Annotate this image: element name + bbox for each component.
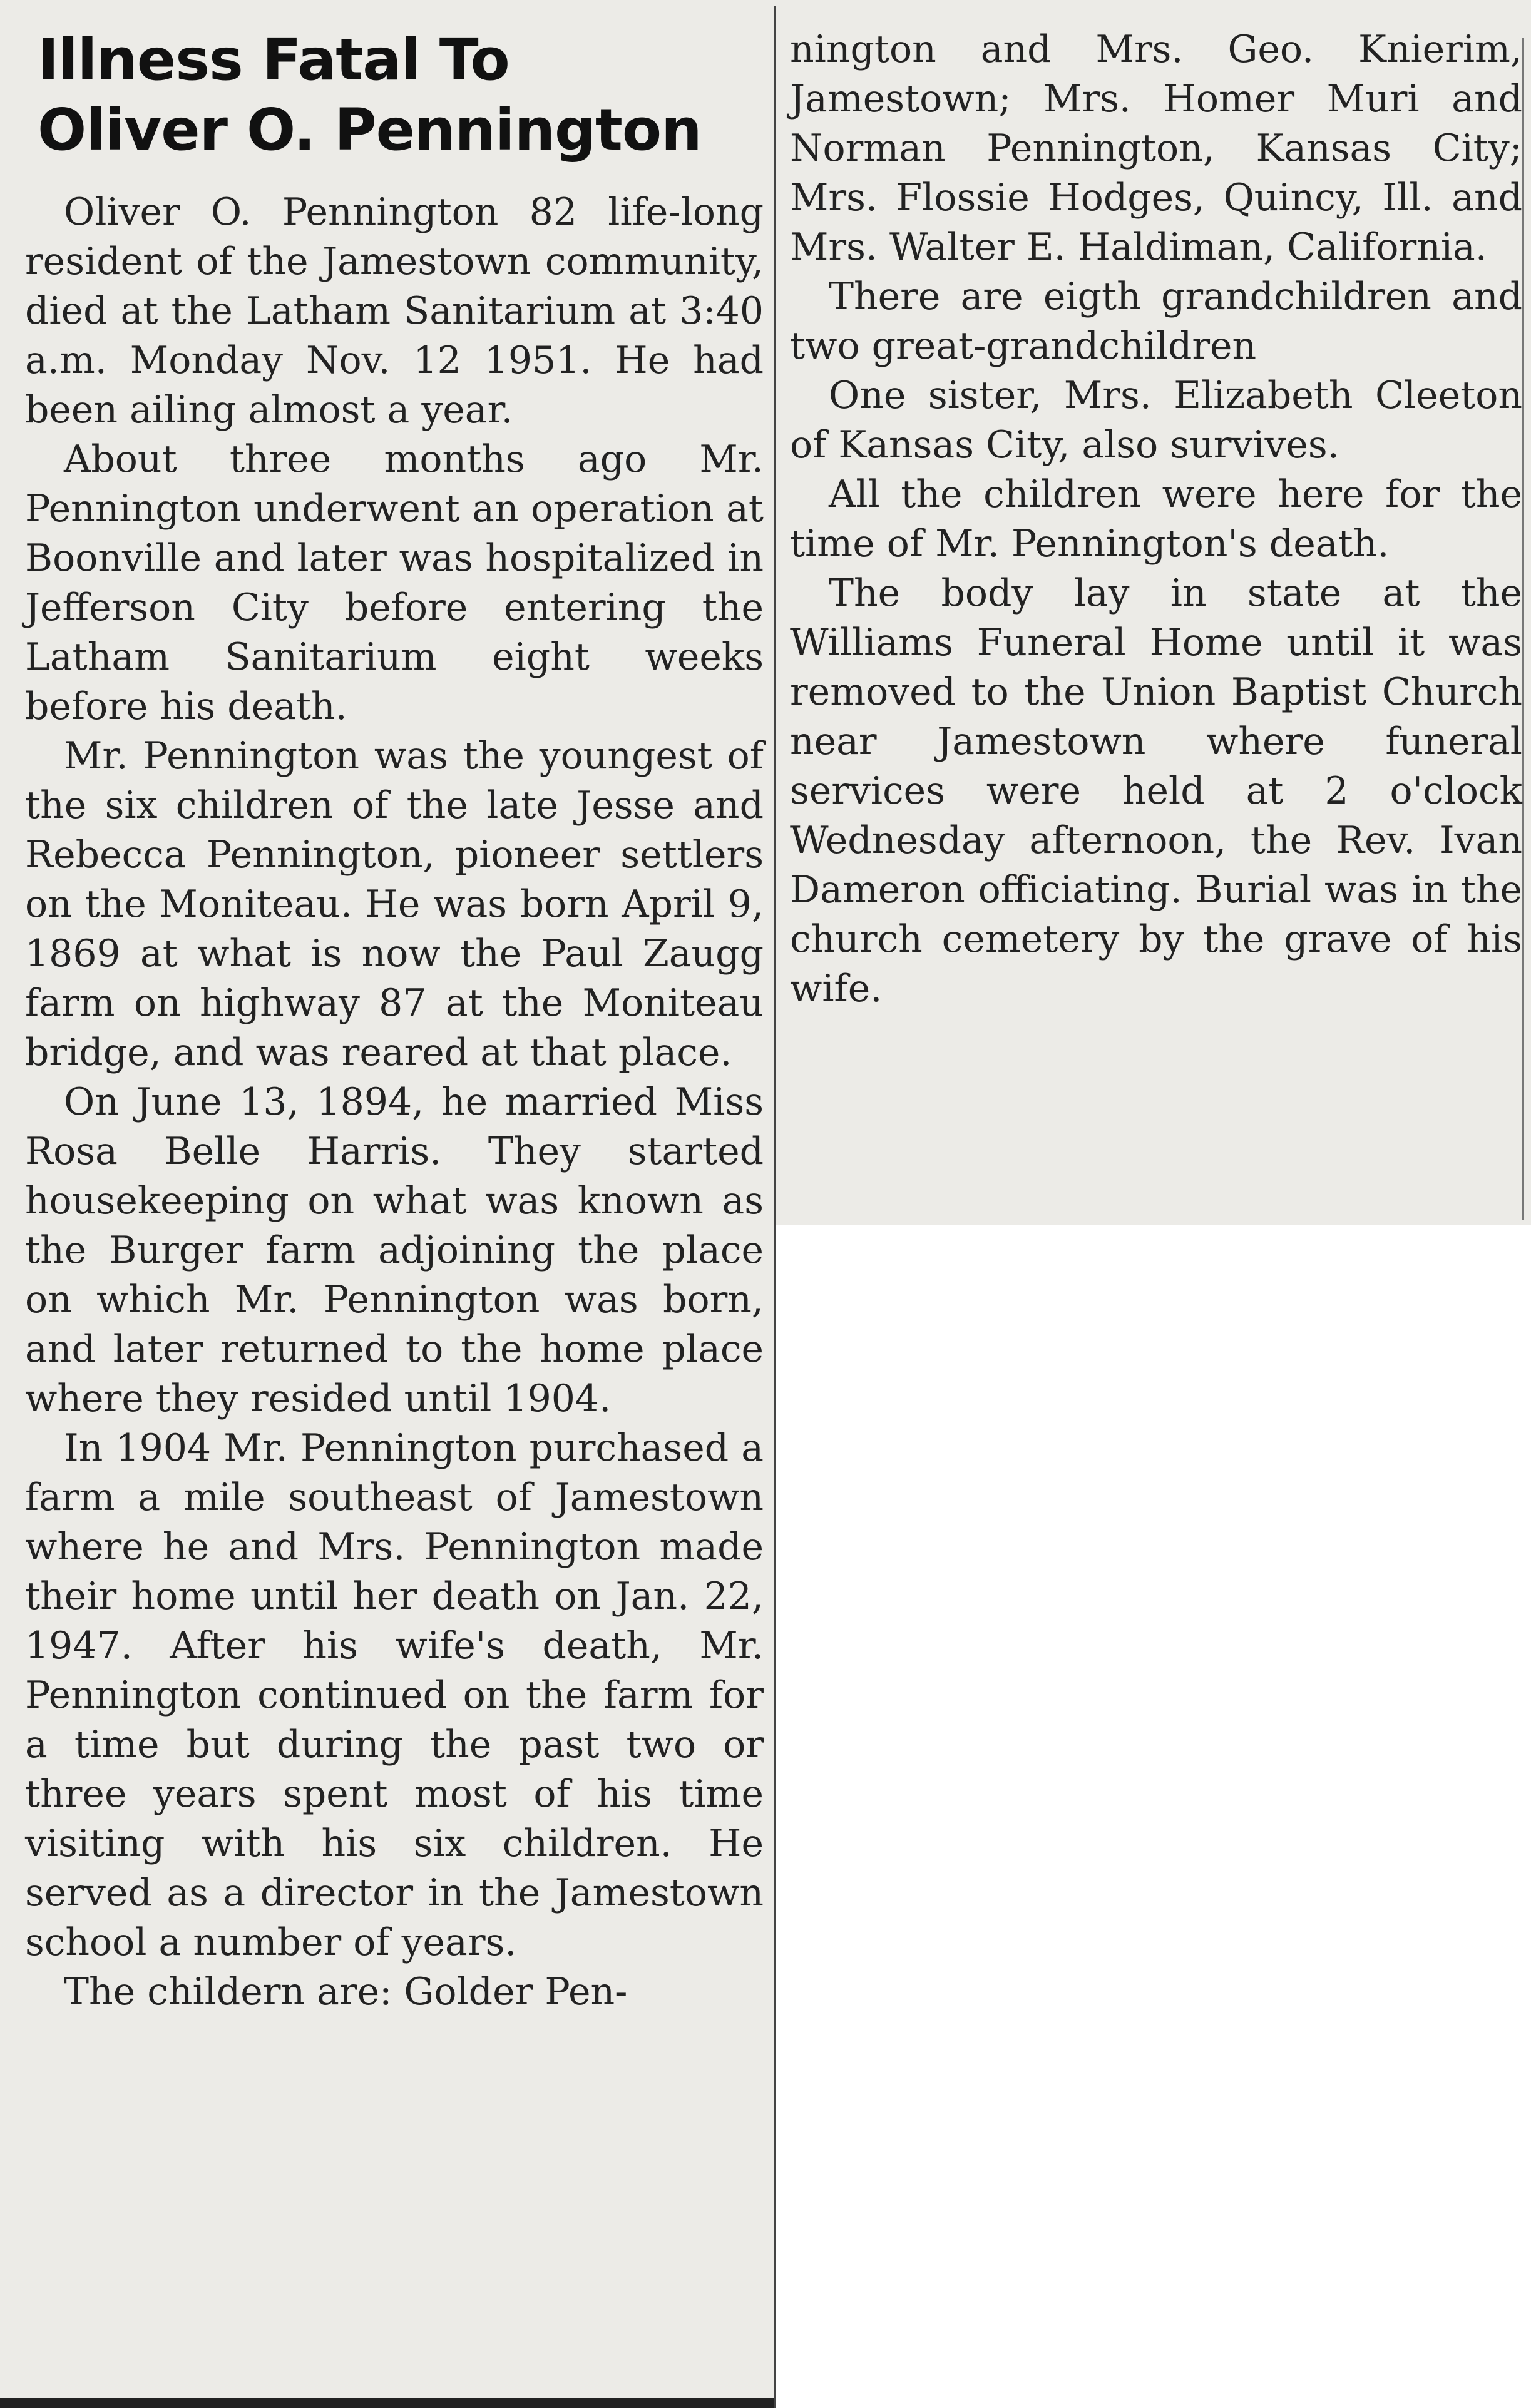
paragraph-farm: In 1904 Mr. Pennington purchased a farm a mile southeast of Jamestown where he and Mrs. Pennington made their home until her death on Jan. 22, 1947. After his wife's death, Mr. Pennington continued on the farm for a time but during the past two or three years spent most of his time visiting with his six children. He served as a director in the Jamestown school a number of years.	[25, 1426, 764, 1964]
paragraph-children-present: All the children were here for the time of Mr. Pennington's death.	[790, 472, 1522, 566]
right-column	[790, 25, 1522, 1014]
paragraph-death-notice: Oliver O. Pennington 82 life-long resident of the Jamestown community, died at the Latham Sanitarium at 3:40 a.m. Monday Nov. 12 1951. He had been ailing almost a year.	[25, 190, 764, 432]
headline-line-2: Oliver O. Pennington	[38, 96, 702, 163]
headline-line-1: Illness Fatal To	[38, 26, 509, 93]
bottom-rule	[0, 2398, 774, 2408]
paragraph-sister: One sister, Mrs. Elizabeth Cleeton of Kansas City, also survives.	[790, 374, 1522, 467]
column-rule	[774, 6, 776, 2408]
paragraph-funeral: The body lay in state at the Williams Funeral Home until it was removed to the Union Baptist Church near Jamestown where funeral services were held at 2 o'clock Wednesday afternoon, the Rev. Ivan Dameron officiating. Burial was in the church cemetery by the grave of his wife.	[790, 571, 1522, 1011]
paragraph-marriage: On June 13, 1894, he married Miss Rosa Belle Harris. They started housekeeping on what was known as the Burger farm adjoining the place on which Mr. Pennington was born, and later returned to the home place where they resided until 1904.	[25, 1080, 764, 1421]
left-column	[25, 25, 764, 2017]
paragraph-grandchildren: There are eigth grandchildren and two great-grandchildren	[790, 275, 1522, 368]
headline	[38, 25, 764, 165]
paragraph-birth: Mr. Pennington was the youngest of the six children of the late Jesse and Rebecca Pennington, pioneer settlers on the Moniteau. He was born April 9, 1869 at what is now the Paul Zaugg farm on highway 87 at the Moniteau bridge, and was reared at that place.	[25, 734, 764, 1074]
paragraph-children-start: The childern are: Golder Pen-	[64, 1970, 628, 2014]
paragraph-operation: About three months ago Mr. Pennington underwent an operation at Boonville and later was hospitalized in Jefferson City before entering the Latham Sanitarium eight weeks before his death.	[25, 437, 764, 728]
paragraph-children-continued: nington and Mrs. Geo. Knierim, Jamestown; Mrs. Homer Muri and Norman Pennington, Kansas City; Mrs. Flossie Hodges, Quincy, Ill. and Mrs. Walter E. Haldiman, California.	[790, 28, 1522, 269]
right-edge-rule	[1522, 38, 1524, 1220]
